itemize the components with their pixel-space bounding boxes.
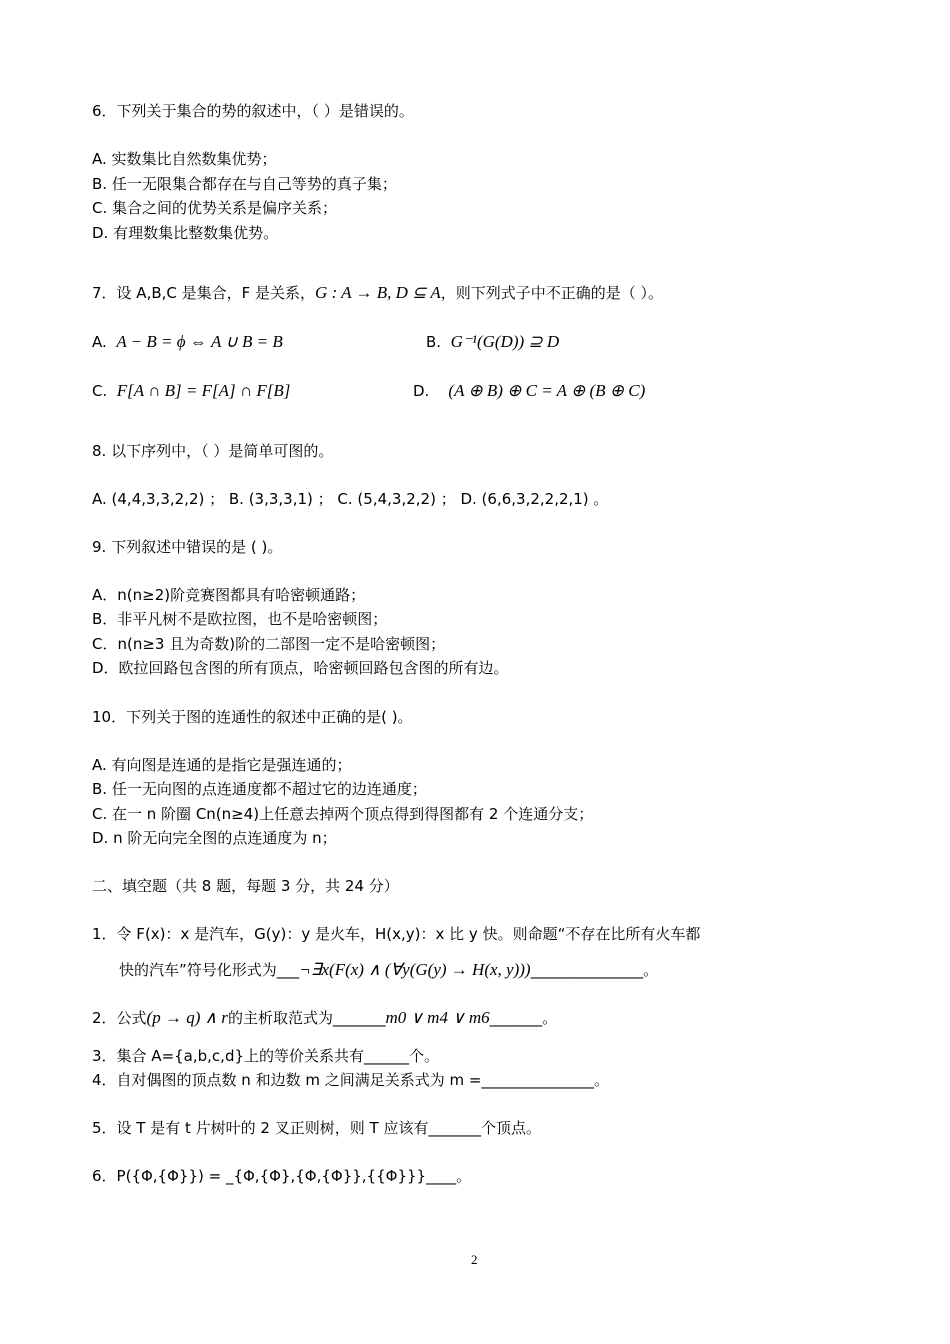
q7-option-b: [426, 332, 559, 352]
fill-1-formula: ¬∃x(F(x) ∧ (∀y(G(y) → H(x, y))): [299, 960, 531, 979]
q10-option-b: B. 任一无向图的点连通度都不超过它的边连通度；: [92, 780, 427, 798]
q8-options: A. (4,4,3,3,2,2) ； B. (3,3,3,1) ； C. (5,4,3,2,2) ； D. (6,6,3,2,2,2,1) 。: [92, 490, 609, 508]
q7-stem: [92, 283, 663, 303]
section-title: 二、填空题（共 8 题，每题 3 分，共 24 分）: [92, 877, 399, 895]
q7-option-a-label: A.: [92, 333, 107, 351]
fill-3: 3．集合 A={a,b,c,d}上的等价关系共有______个。: [92, 1047, 440, 1065]
q7-option-c-formula: F[A ∩ B] = F[A] ∩ F[B]: [116, 381, 291, 400]
q9-stem: 9. 下列叙述中错误的是 ( )。: [92, 538, 283, 556]
q7-option-d-formula: (A ⊕ B) ⊕ C = A ⊕ (B ⊕ C): [448, 381, 646, 400]
q7-option-c-label: C.: [92, 382, 108, 400]
q7-option-d-label: D.: [413, 382, 430, 400]
q9-option-b: B．非平凡树不是欧拉图，也不是哈密顿图；: [92, 610, 388, 628]
page-number: 2: [471, 1252, 478, 1267]
q10-option-d: D. n 阶无向完全图的点连通度为 n；: [92, 829, 337, 847]
fill-1-line-1: 1．令 F(x)：x 是汽车，G(y)：y 是火车，H(x,y)：x 比 y 快。则命题“不存在比所有火车都: [92, 925, 701, 943]
q9-option-c: C．n(n≥3 且为奇数)阶的二部图一定不是哈密顿图；: [92, 635, 446, 653]
q7-stem-tail: ，则下列式子中不正确的是（ ）。: [440, 284, 664, 302]
fill-2-mid: 的主析取范式为_______: [227, 1009, 386, 1027]
q7-option-d: [413, 381, 645, 401]
fill-2-answer: m0 ∨ m4 ∨ m6: [385, 1008, 490, 1027]
q7-stem-formula: G : A → B, D ⊆ A: [315, 283, 441, 302]
q10-option-c: C. 在一 n 阶圈 Cn(n≥4)上任意去掉两个顶点得到得图都有 2 个连通分支；: [92, 805, 594, 823]
q7-option-a-formula: A − B = ϕ ⇔ A ∪ B = B: [116, 332, 283, 351]
q8-stem: 8. 以下序列中，（ ）是简单可图的。: [92, 442, 334, 460]
fill-1-blank: _______________。: [530, 961, 659, 979]
q7-option-b-label: B.: [426, 333, 442, 351]
fill-4: 4．自对偶图的顶点数 n 和边数 m 之间满足关系式为 m =_______________。: [92, 1071, 609, 1089]
fill-1-text: 快的汽车”符号化形式为___: [119, 961, 300, 979]
q6-option-d: D. 有理数集比整数集优势。: [92, 224, 279, 242]
fill-1-line-2: [119, 960, 658, 980]
q6-stem: 6．下列关于集合的势的叙述中，（ ）是错误的。: [92, 102, 414, 120]
fill-5: 5．设 T 是有 t 片树叶的 2 叉正则树，则 T 应该有_______个顶点。: [92, 1119, 541, 1137]
q6-option-a: A. 实数集比自然数集优势；: [92, 150, 277, 168]
q7-stem-text: 7．设 A,B,C 是集合，F 是关系，: [92, 284, 316, 302]
q7-option-c: [92, 381, 290, 401]
fill-6: 6．P({Φ,{Φ}}) = _{Φ,{Φ},{Φ,{Φ}},{{Φ}}}____。: [92, 1167, 472, 1185]
q7-option-b-formula: G⁻¹(G(D)) ⊇ D: [450, 332, 560, 351]
q6-option-b: B. 任一无限集合都存在与自己等势的真子集；: [92, 175, 397, 193]
fill-2: [92, 1008, 557, 1028]
q10-option-a: A. 有向图是连通的是指它是强连通的；: [92, 756, 352, 774]
fill-2-text: 2．公式: [92, 1009, 147, 1027]
q9-option-d: D．欧拉回路包含图的所有顶点，哈密顿回路包含图的所有边。: [92, 659, 509, 677]
q9-option-a: A．n(n≥2)阶竞赛图都具有哈密顿通路；: [92, 586, 366, 604]
q7-option-a: [92, 332, 283, 352]
q10-stem: 10．下列关于图的连通性的叙述中正确的是( )。: [92, 708, 413, 726]
q6-option-c: C. 集合之间的优势关系是偏序关系；: [92, 199, 338, 217]
fill-2-formula: (p → q) ∧ r: [146, 1008, 228, 1027]
fill-2-blank: _______。: [489, 1009, 558, 1027]
